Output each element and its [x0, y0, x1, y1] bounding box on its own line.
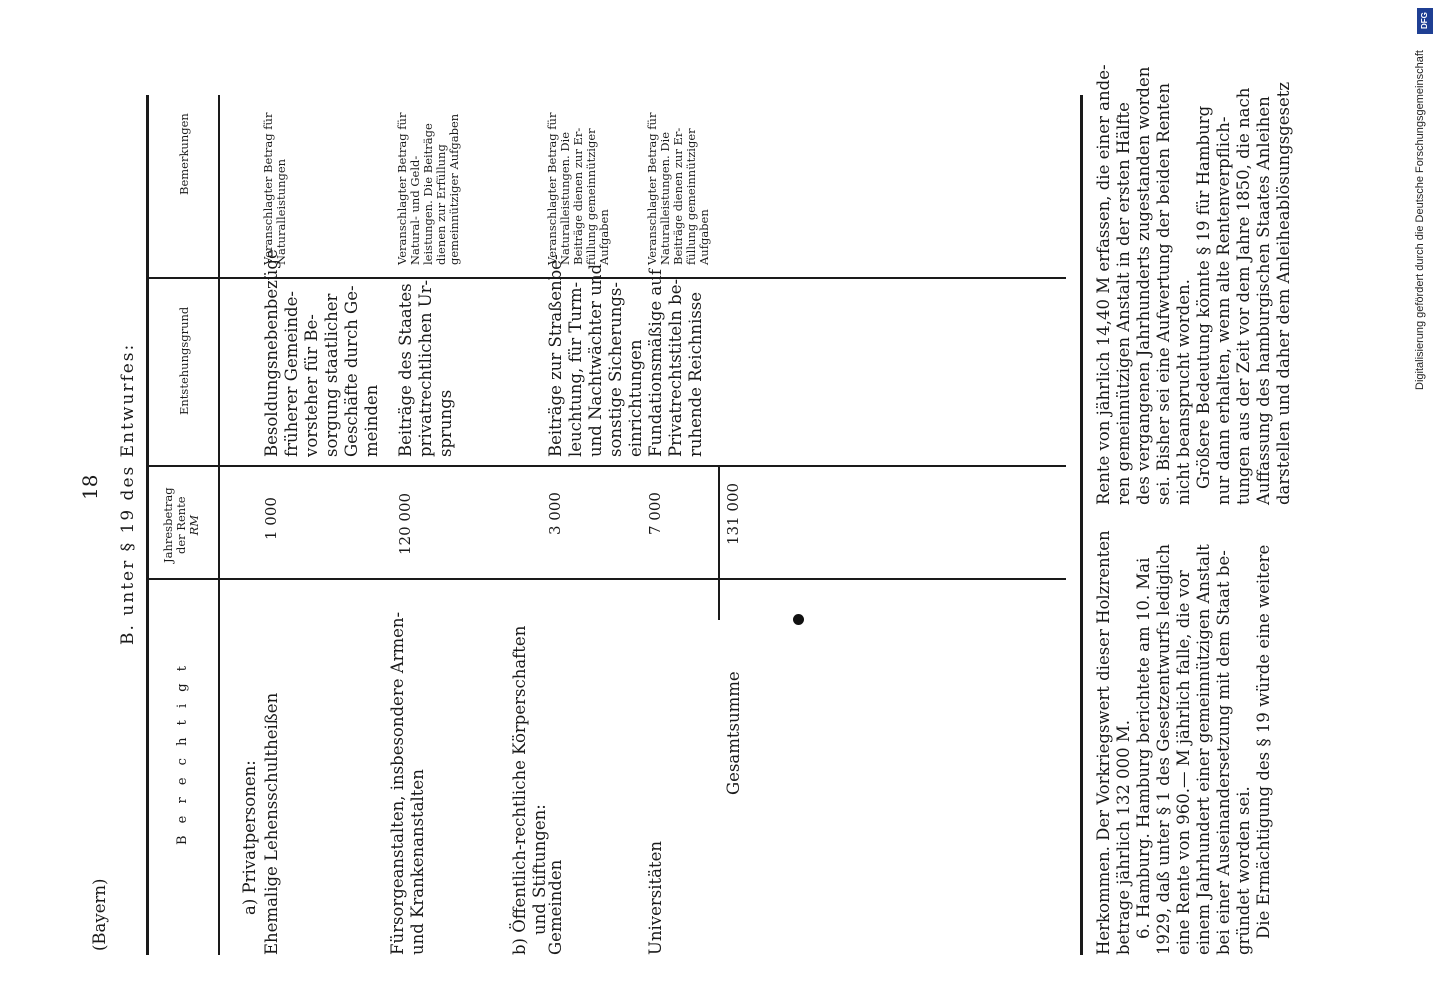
rotated-document-page	[78, 64, 1330, 955]
row2-bemerkung: Veranschlagter Betrag für Natural- und Geld- leistungen. Die Beiträge dienen zur Erfüllung gemeinnütziger Aufgaben	[395, 112, 461, 265]
dfg-logo: DFG	[1417, 8, 1433, 34]
ink-dot-mark	[793, 614, 804, 625]
row3-bemerkung: Veranschlagter Betrag für Naturalleistungen. Die Beiträge dienen zur Er- füllung gemeinnütziger Aufgaben	[545, 112, 611, 265]
row4-grund: Fundationsmäßige auf Privatrechtstiteln be- ruhende Reichnisse	[646, 269, 705, 457]
total-label: Gesamtsumme	[724, 671, 743, 795]
total-value: 131 000	[724, 482, 742, 545]
row1-berechtigt: Ehemalige Lehensschultheißen	[262, 692, 281, 955]
digitization-credit: Digitalisierung gefördert durch die Deutsche Forschungsgemeinschaft	[1414, 50, 1426, 390]
text-column-left: Herkommen. Der Vorkriegswert dieser Holzrenten betrage jährlich 132 000 M. 6. Hamburg. Hamburg berichtete am 10. Mai 1929, daß unter § 1 des Gesetzentwurfs lediglich eine Rente von 960.— M jährlich falle, die vor einem Jahrhundert einer gemeinnützigen Anstalt bei einer Auseinandersetzung mit dem Staat be- gründet worden sei. Die Ermächtigung des § 19 würde eine weitere	[1094, 530, 1273, 955]
section-title: B. unter § 19 des Entwurfes:	[118, 342, 138, 645]
col-rule-1	[146, 578, 1066, 580]
table-bottom-rule	[1080, 95, 1083, 955]
text-column-right: Rente von jährlich 14,40 M erfassen, die einer ande- ren gemeinnützigen Anstalt in der ersten Hälfte des vergangenen Jahrhunderts zugestanden worden sei. Bisher sei eine Aufwertung der beiden Renten nicht beansprucht worden. Größere Bedeutung könnte § 19 für Hamburg nur dann erhalten, wenn alte Rentenverpflich- tungen aus der Zeit vor dem Jahre 1850, die nach Auffassung des hamburgischen Staates Anleihen darstellen und daher dem Anleiheablösungsgesetz	[1094, 64, 1293, 505]
row4-berechtigt: Universitäten	[646, 840, 665, 955]
row1-grund: Besoldungsnebenbezüge früherer Gemeinde- vorsteher für Be- sorgung staatlicher Geschäfte durch Ge- meinden	[262, 249, 381, 457]
row2-berechtigt: Fürsorgeanstalten, insbesondere Armen- und Krankenanstalten	[388, 611, 427, 955]
col-rule-2	[146, 465, 1066, 467]
row4-betrag: 7 000	[646, 492, 664, 535]
row2-grund: Beiträge des Staates privatrechtlichen Ur- sprungs	[396, 279, 455, 457]
row1-betrag: 1 000	[262, 497, 280, 540]
header-entstehungsgrund: Entstehungsgrund	[177, 306, 191, 415]
region-label: (Bayern)	[90, 878, 109, 951]
row4-bemerkung: Veranschlagter Betrag für Naturalleistungen. Die Beiträge dienen zur Er- füllung gemeinnütziger Aufgaben	[645, 112, 711, 265]
header-bemerkungen: Bemerkungen	[177, 113, 191, 195]
row2-betrag: 120 000	[396, 492, 414, 555]
row3-berechtigt: Gemeinden	[546, 859, 565, 955]
row3-grund: Beiträge zur Straßenbe- leuchtung, für Turm- und Nachtwächter und sonstige Sicherungs- einrichtungen	[546, 254, 645, 457]
header-jahresbetrag: Jahresbetrag der Rente RM	[161, 487, 201, 563]
row1-bemerkung: Veranschlagter Betrag für Naturalleistungen	[261, 112, 288, 265]
sum-rule	[718, 465, 720, 620]
group-a-label: a) Privatpersonen:	[240, 760, 259, 915]
header-bottom-rule	[218, 95, 220, 955]
row3-betrag: 3 000	[546, 492, 564, 535]
page-number: 18	[78, 474, 102, 500]
table-top-rule	[146, 95, 149, 955]
group-b-label: b) Öffentlich-rechtliche Körperschaften und Stiftungen:	[510, 625, 549, 955]
header-berechtigt: B e r e c h t i g t	[175, 662, 190, 845]
